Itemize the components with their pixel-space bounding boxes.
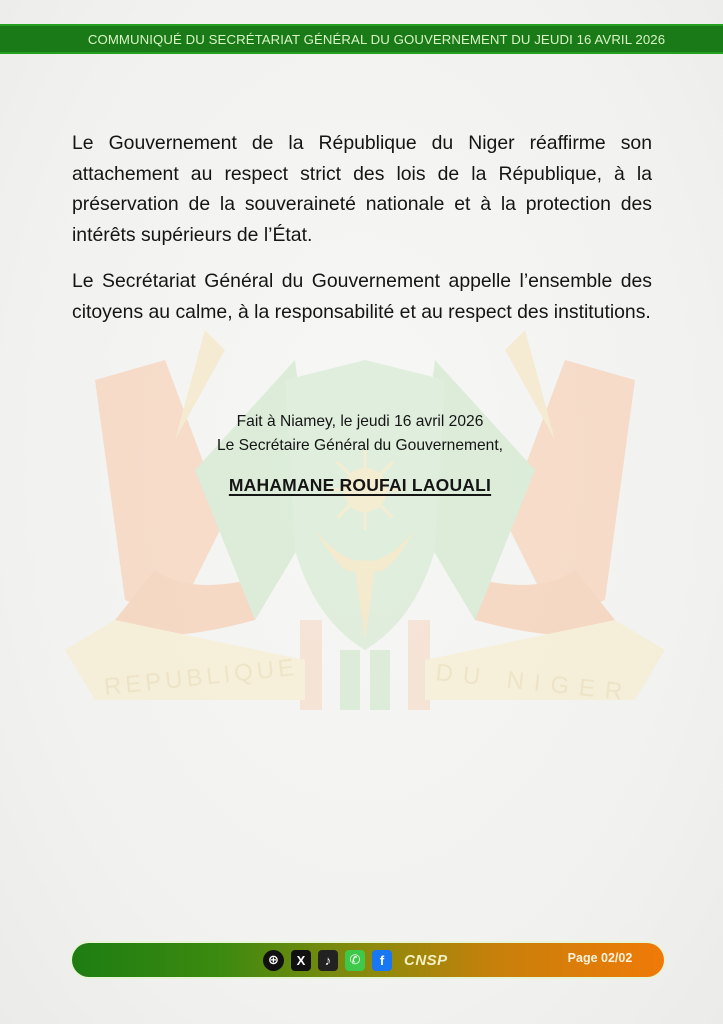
- header-title: COMMUNIQUÉ DU SECRÉTARIAT GÉNÉRAL DU GOUVERNEMENT DU JEUDI 16 AVRIL 2026: [87, 31, 666, 47]
- header-band: [0, 24, 723, 54]
- globe-icon[interactable]: ⊕: [263, 950, 284, 971]
- motto-right: DU NIGER: [434, 659, 634, 707]
- x-icon[interactable]: X: [291, 950, 311, 971]
- signature-block: [160, 410, 560, 497]
- paragraph-1: Le Gouvernement de la République du Niger réaffirme son attachement au respect strict des lois de la République, à la préservation de la souveraineté nationale et à la protection des intérêts supérieurs de l’État.: [72, 132, 652, 246]
- tiktok-icon[interactable]: ♪: [318, 950, 338, 971]
- signatory-role: Le Secrétaire Général du Gouvernement,: [216, 437, 504, 454]
- place-date: Fait à Niamey, le jeudi 16 avril 2026: [236, 413, 484, 430]
- coat-of-arms-watermark: [55, 320, 675, 720]
- page-number: Page 02/02: [567, 951, 633, 965]
- social-links: [263, 949, 448, 971]
- whatsapp-icon[interactable]: ✆: [345, 950, 365, 971]
- signatory-name: MAHAMANE ROUFAI LAOUALI: [228, 475, 492, 495]
- facebook-icon[interactable]: f: [372, 950, 392, 971]
- motto-left: REPUBLIQUE: [102, 653, 300, 701]
- paragraph-2: Le Secrétariat Général du Gouvernement appelle l’ensemble des citoyens au calme, à la responsabilité et au respect des institutions.: [72, 270, 652, 323]
- brand-label: CNSP: [404, 951, 448, 969]
